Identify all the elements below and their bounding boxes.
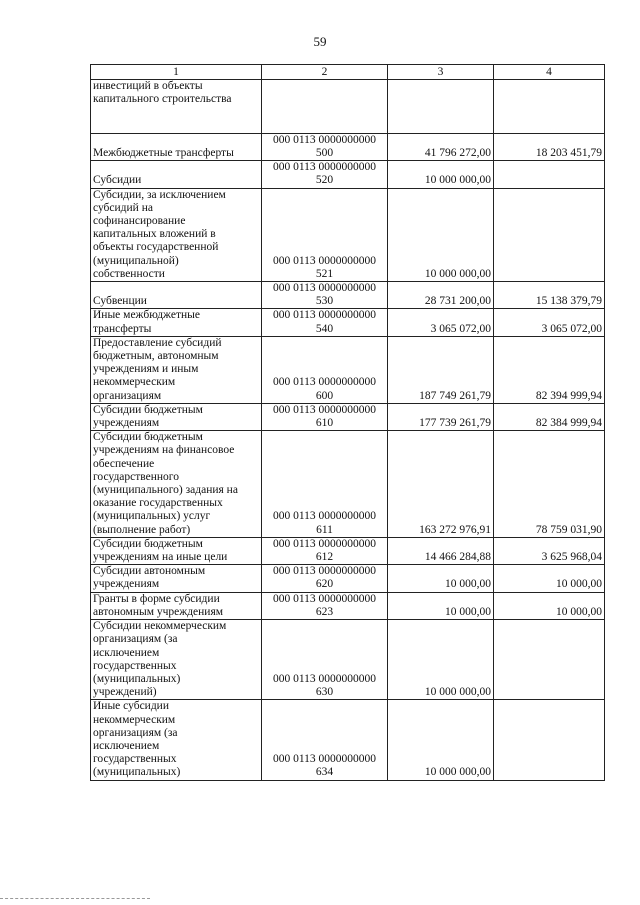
row-code-line: 500 (315, 146, 334, 159)
table-row (91, 403, 605, 430)
row-value-col3: 14 466 284,88 (388, 537, 494, 564)
row-name (91, 565, 262, 592)
row-name-line: Предоставление субсидий (93, 336, 222, 349)
row-value-col4 (494, 700, 605, 780)
row-code-line: 000 0113 0000000000 (272, 537, 377, 550)
row-value-col3: 177 739 261,79 (388, 403, 494, 430)
row-code-line: 530 (315, 295, 334, 308)
row-value-col3: 28 731 200,00 (388, 282, 494, 309)
row-code (262, 188, 388, 281)
header-col-4: 4 (494, 65, 605, 80)
row-code-line: 000 0113 0000000000 (272, 309, 377, 322)
row-name (91, 620, 262, 700)
row-code (262, 565, 388, 592)
row-name (91, 431, 262, 538)
row-name (91, 403, 262, 430)
row-name (91, 282, 262, 309)
table-header (91, 65, 605, 80)
row-code-line: 000 0113 0000000000 (272, 376, 377, 389)
page-number: 59 (313, 34, 327, 49)
row-name-line: объекты государственной (93, 241, 219, 254)
row-name-line: Субвенции (93, 295, 147, 308)
row-name-line: (муниципальных) (93, 672, 181, 685)
row-name-line: исключением (93, 739, 160, 752)
row-name-line: Субсидии, за исключением (93, 188, 226, 201)
row-name-line: Иные субсидии (93, 700, 169, 713)
row-name-line: трансферты (93, 322, 152, 335)
row-name (91, 188, 262, 281)
row-name-line: государственного (93, 470, 179, 483)
row-code-line: 610 (315, 417, 334, 430)
table-row (91, 188, 605, 281)
row-code (262, 80, 388, 134)
table-row (91, 565, 605, 592)
table-row (91, 80, 605, 134)
row-value-col4: 10 000,00 (494, 592, 605, 619)
row-value-col4: 15 138 379,79 (494, 282, 605, 309)
row-name-line: (выполнение работ) (93, 523, 191, 536)
row-name-line: учреждений) (93, 686, 157, 699)
row-name-line: организациям (за (93, 726, 178, 739)
row-code-line: 634 (315, 766, 334, 779)
row-value-col3: 10 000,00 (388, 592, 494, 619)
row-name-line: Субсидии автономным (93, 565, 206, 578)
row-code-line: 000 0113 0000000000 (272, 254, 377, 267)
row-value-col3: 10 000 000,00 (388, 620, 494, 700)
row-name-line: Субсидии бюджетным (93, 431, 203, 444)
row-code (262, 620, 388, 700)
row-code-line: 540 (315, 322, 334, 335)
row-code-line: 520 (315, 174, 334, 187)
scan-artifact-line (0, 898, 150, 900)
row-name-line: исключением (93, 646, 160, 659)
row-code-line: 000 0113 0000000000 (272, 133, 377, 146)
row-code-line: 612 (315, 551, 334, 564)
row-name-line: собственности (93, 267, 165, 280)
row-value-col4 (494, 620, 605, 700)
row-code (262, 336, 388, 403)
table-row (91, 431, 605, 538)
row-value-col4: 78 759 031,90 (494, 431, 605, 538)
row-name-line: Субсидии бюджетным (93, 403, 203, 416)
row-name-line: (муниципальной) (93, 254, 179, 267)
row-name-line: некоммерческим (93, 376, 176, 389)
row-name-line: инвестиций в объекты (93, 80, 203, 92)
header-col-3: 3 (388, 65, 494, 80)
row-value-col4 (494, 80, 605, 134)
table-row (91, 537, 605, 564)
row-name-line: оказание государственных (93, 497, 223, 510)
row-code (262, 592, 388, 619)
row-code-line: 000 0113 0000000000 (272, 161, 377, 174)
table-row (91, 133, 605, 160)
row-code (262, 431, 388, 538)
table-body (91, 80, 605, 781)
header-col-1: 1 (91, 65, 262, 80)
row-code (262, 133, 388, 160)
row-name-line: субсидий на (93, 201, 153, 214)
row-value-col3: 10 000 000,00 (388, 700, 494, 780)
row-name (91, 80, 262, 134)
row-code-line: 620 (315, 578, 334, 591)
row-name (91, 133, 262, 160)
row-code-line: 000 0113 0000000000 (272, 565, 377, 578)
row-value-col4 (494, 161, 605, 188)
row-name-line: (муниципальных) услуг (93, 510, 211, 523)
row-value-col3 (388, 80, 494, 134)
row-name-line: Субсидии некоммерческим (93, 620, 227, 633)
row-value-col4: 82 394 999,94 (494, 336, 605, 403)
row-name-line: Иные межбюджетные (93, 309, 200, 322)
row-value-col4: 18 203 451,79 (494, 133, 605, 160)
row-value-col3: 163 272 976,91 (388, 431, 494, 538)
row-code-line: 000 0113 0000000000 (272, 753, 377, 766)
row-name-line: государственных (93, 753, 177, 766)
row-name-line: организациям (93, 389, 162, 402)
row-name-line: учреждениям и иным (93, 363, 199, 376)
row-code-line: 611 (316, 523, 333, 536)
row-code-line: 600 (315, 389, 334, 402)
row-name-line: государственных (93, 659, 177, 672)
table-row (91, 161, 605, 188)
table-row (91, 309, 605, 336)
row-code-line: 000 0113 0000000000 (272, 403, 377, 416)
row-code (262, 309, 388, 336)
table-row (91, 700, 605, 780)
row-name (91, 309, 262, 336)
row-name (91, 336, 262, 403)
table-row (91, 620, 605, 700)
header-col-2: 2 (262, 65, 388, 80)
row-name-line: учреждениям (93, 417, 160, 430)
row-value-col4: 3 065 072,00 (494, 309, 605, 336)
row-code-line: 000 0113 0000000000 (272, 672, 377, 685)
row-value-col3: 187 749 261,79 (388, 336, 494, 403)
row-name (91, 161, 262, 188)
row-value-col3: 10 000,00 (388, 565, 494, 592)
row-name-line: Гранты в форме субсидии (93, 592, 220, 605)
row-value-col4: 10 000,00 (494, 565, 605, 592)
row-name-line: (муниципальных) (93, 766, 181, 779)
row-value-col3: 41 796 272,00 (388, 133, 494, 160)
row-name-line: Субсидии (93, 174, 142, 187)
row-name-line: учреждениям на иные цели (93, 551, 228, 564)
row-code (262, 700, 388, 780)
row-name-line: некоммерческим (93, 713, 176, 726)
row-name-line: автономным учреждениям (93, 605, 224, 618)
row-name-line: учреждениям (93, 578, 160, 591)
row-code (262, 403, 388, 430)
row-code-line: 000 0113 0000000000 (272, 592, 377, 605)
row-code (262, 282, 388, 309)
row-code-line: 623 (315, 605, 334, 618)
row-code-line: 000 0113 0000000000 (272, 282, 377, 295)
row-name (91, 537, 262, 564)
row-value-col4: 82 384 999,94 (494, 403, 605, 430)
row-name-line: организациям (за (93, 633, 178, 646)
row-name-line: капитальных вложений в (93, 228, 216, 241)
table-row (91, 282, 605, 309)
row-code-line: 000 0113 0000000000 (272, 510, 377, 523)
row-name-line: софинансирование (93, 215, 186, 227)
table-row (91, 592, 605, 619)
row-name-line: Субсидии бюджетным (93, 537, 203, 550)
row-value-col3: 3 065 072,00 (388, 309, 494, 336)
row-name-line: учреждениям на финансовое (93, 444, 235, 457)
table-row (91, 336, 605, 403)
row-name (91, 592, 262, 619)
row-code (262, 537, 388, 564)
row-code-line: 630 (315, 686, 334, 699)
row-value-col3: 10 000 000,00 (388, 188, 494, 281)
row-value-col4 (494, 188, 605, 281)
row-name (91, 700, 262, 780)
row-code (262, 161, 388, 188)
row-name-line: Межбюджетные трансферты (93, 146, 234, 159)
row-name-line: (муниципального) задания на (93, 484, 238, 497)
row-code-line: 521 (315, 267, 334, 280)
row-value-col3: 10 000 000,00 (388, 161, 494, 188)
row-name-line: бюджетным, автономным (93, 350, 219, 363)
row-value-col4: 3 625 968,04 (494, 537, 605, 564)
row-name-line: капитального строительства (93, 93, 232, 106)
row-name-line: обеспечение (93, 457, 155, 470)
budget-table (90, 64, 605, 781)
